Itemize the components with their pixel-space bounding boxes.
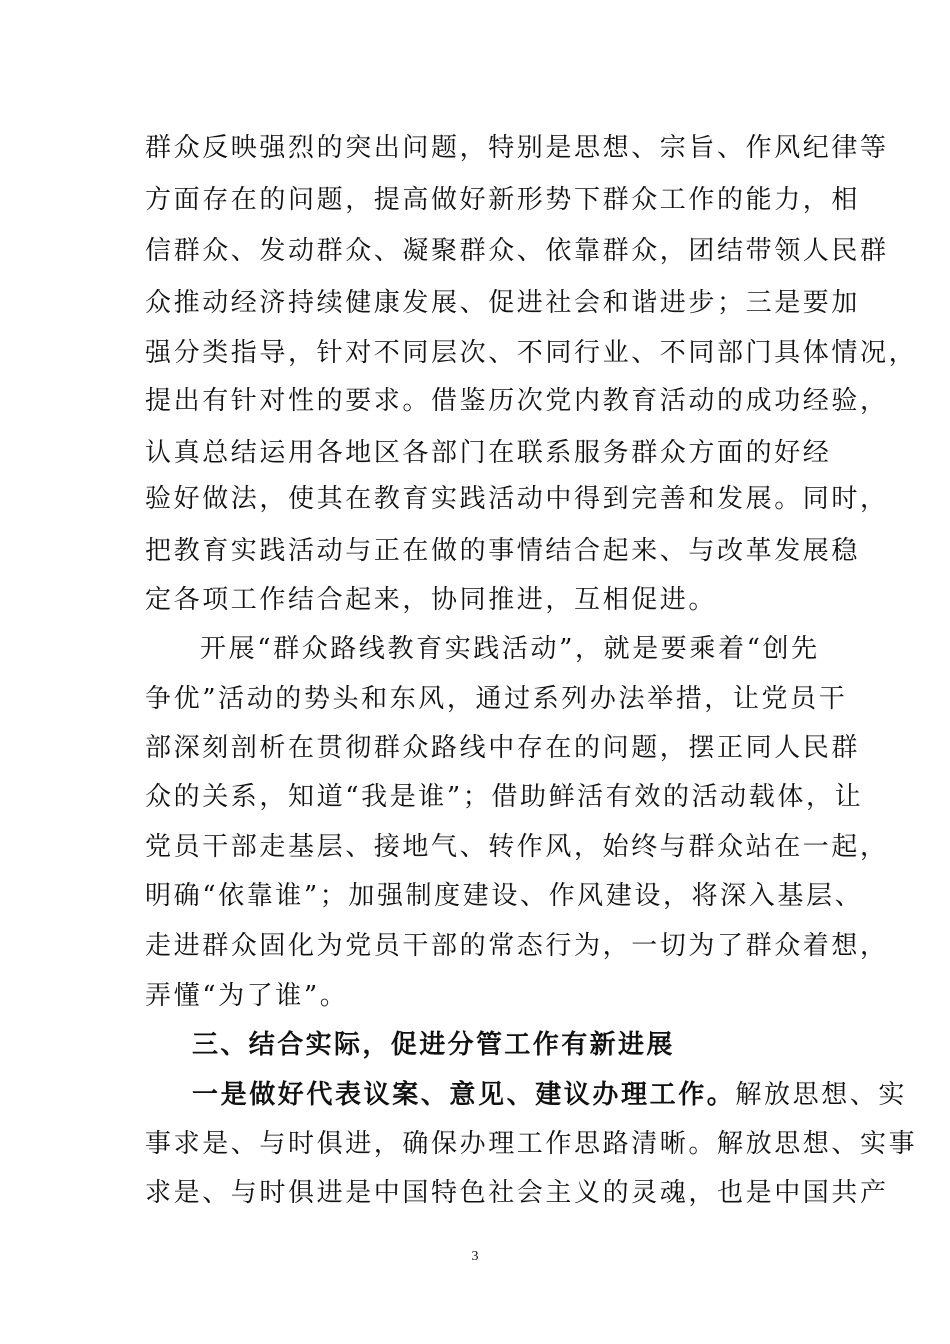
lead-sentence: 一是做好代表议案、意见、建议办理工作。 xyxy=(192,1080,736,1110)
paragraph-line: 走进群众固化为党员干部的常态行为，一切为了群众着想， xyxy=(145,931,889,961)
paragraph-line: 党员干部走基层、接地气、转作风，始终与群众站在一起， xyxy=(145,832,889,862)
section-heading: 三、结合实际，促进分管工作有新进展 xyxy=(192,1030,675,1060)
paragraph-line: 提出有针对性的要求。借鉴历次党内教育活动的成功经验， xyxy=(145,386,889,416)
paragraph-line: 方面存在的问题，提高做好新形势下群众工作的能力，相 xyxy=(145,185,861,215)
paragraph-line: 部深刻剖析在贯彻群众路线中存在的问题，摆正同人民群 xyxy=(145,733,861,763)
paragraph-line: 把教育实践活动与正在做的事情结合起来、与改革发展稳 xyxy=(145,536,861,566)
paragraph-line: 众推动经济持续健康发展、促进社会和谐进步；三是要加 xyxy=(145,288,861,318)
paragraph-line xyxy=(192,1080,907,1110)
paragraph-line: 定各项工作结合起来，协同推进，互相促进。 xyxy=(145,585,718,615)
paragraph-line: 群众反映强烈的突出问题，特别是思想、宗旨、作风纪律等 xyxy=(145,133,889,163)
paragraph-line: 认真总结运用各地区各部门在联系服务群众方面的好经 xyxy=(145,438,832,468)
paragraph-line: 明确“依靠谁”；加强制度建设、作风建设，将深入基层、 xyxy=(145,881,864,911)
paragraph-line: 求是、与时俱进是中国特色社会主义的灵魂，也是中国共产 xyxy=(145,1178,889,1208)
paragraph-line: 弄懂“为了谁”。 xyxy=(145,981,349,1011)
page-number: 3 xyxy=(471,1249,479,1264)
paragraph-line: 事求是、与时俱进，确保办理工作思路清晰。解放思想、实事 xyxy=(145,1129,918,1159)
lead-tail: 解放思想、实 xyxy=(735,1080,908,1110)
paragraph-line: 验好做法，使其在教育实践活动中得到完善和发展。同时， xyxy=(145,484,889,514)
paragraph-line: 众的关系，知道“我是谁”；借助鲜活有效的活动载体，让 xyxy=(145,782,864,812)
paragraph-line: 开展“群众路线教育实践活动”，就是要乘着“创先 xyxy=(200,634,820,664)
paragraph-line: 信群众、发动群众、凝聚群众、依靠群众，团结带领人民群 xyxy=(145,236,889,266)
paragraph-line: 强分类指导，针对不同层次、不同行业、不同部门具体情况， xyxy=(145,338,918,368)
paragraph-line: 争优”活动的势头和东风，通过系列办法举措，让党员干 xyxy=(145,684,848,714)
